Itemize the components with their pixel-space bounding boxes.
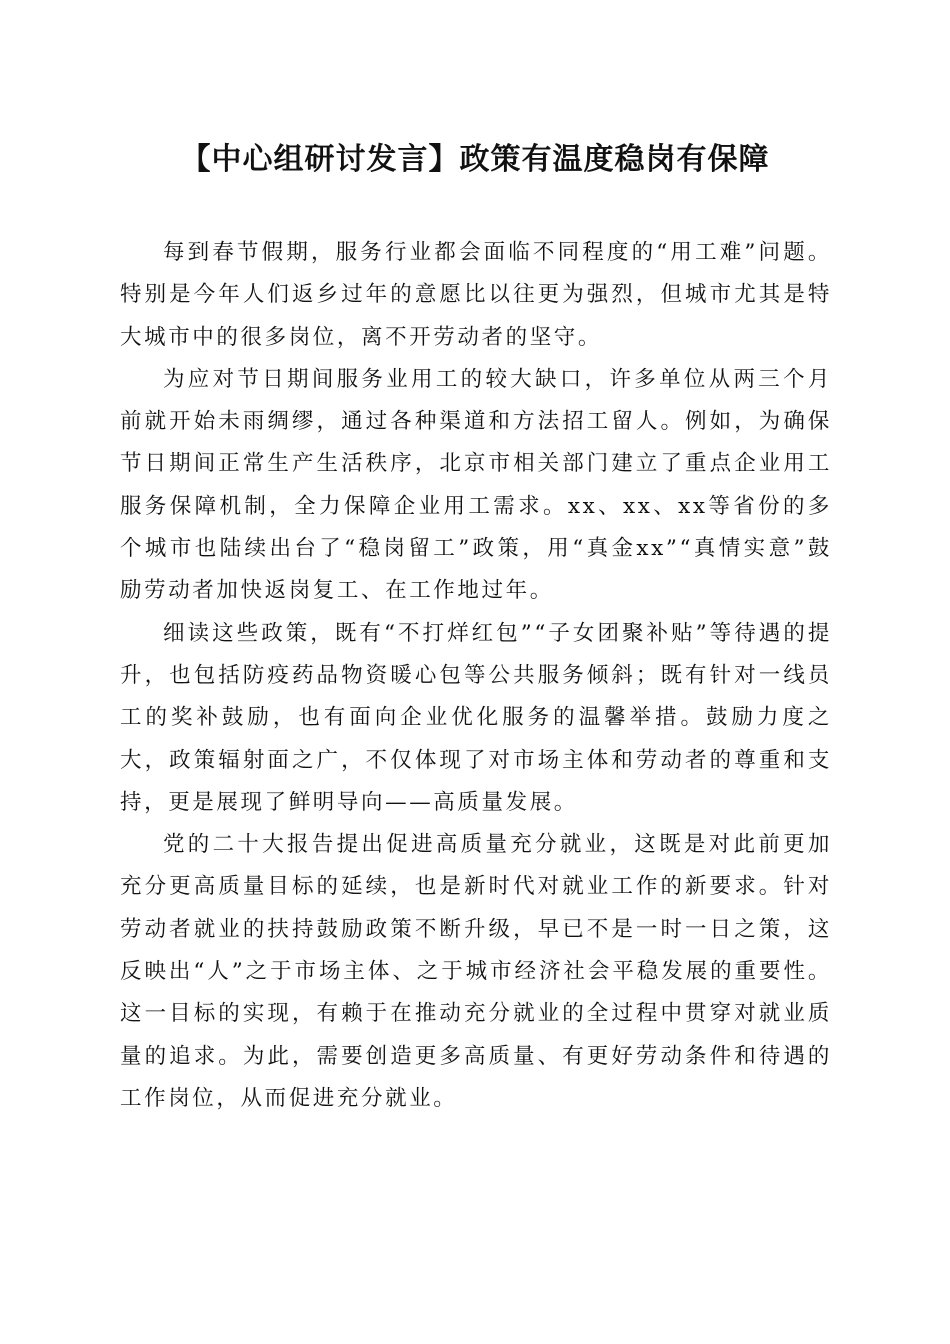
document-title: 【中心组研讨发言】政策有温度稳岗有保障 [180, 142, 770, 177]
document-body [120, 232, 832, 1120]
paragraph-2: 为应对节日期间服务业用工的较大缺口，许多单位从两三个月前就开始未雨绸缪，通过各种渠道和方法招工留人。例如，为确保节日期间正常生产生活秩序，北京市相关部门建立了重点企业用工服务保障机制，全力保障企业用工需求。xx、xx、xx等省份的多个城市也陆续出台了“稳岗留工”政策，用“真金xx”“真情实意”鼓励劳动者加快返岗复工、在工作地过年。 [120, 366, 832, 604]
paragraph-1: 每到春节假期，服务行业都会面临不同程度的“用工难”问题。特别是今年人们返乡过年的意愿比以往更为强烈，但城市尤其是特大城市中的很多岗位，离不开劳动者的坚守。 [120, 240, 832, 350]
paragraph-3: 细读这些政策，既有“不打烊红包”“子女团聚补贴”等待遇的提升，也包括防疫药品物资暖心包等公共服务倾斜；既有针对一线员工的奖补鼓励，也有面向企业优化服务的温馨举措。鼓励力度之大，政策辐射面之广，不仅体现了对市场主体和劳动者的尊重和支持，更是展现了鲜明导向——高质量发展。 [120, 620, 832, 815]
paragraph-4: 党的二十大报告提出促进高质量充分就业，这既是对此前更加充分更高质量目标的延续，也是新时代对就业工作的新要求。针对劳动者就业的扶持鼓励政策不断升级，早已不是一时一日之策，这反映出“人”之于市场主体、之于城市经济社会平稳发展的重要性。这一目标的实现，有赖于在推动充分就业的全过程中贯穿对就业质量的追求。为此，需要创造更多高质量、有更好劳动条件和待遇的工作岗位，从而促进充分就业。 [120, 832, 832, 1111]
